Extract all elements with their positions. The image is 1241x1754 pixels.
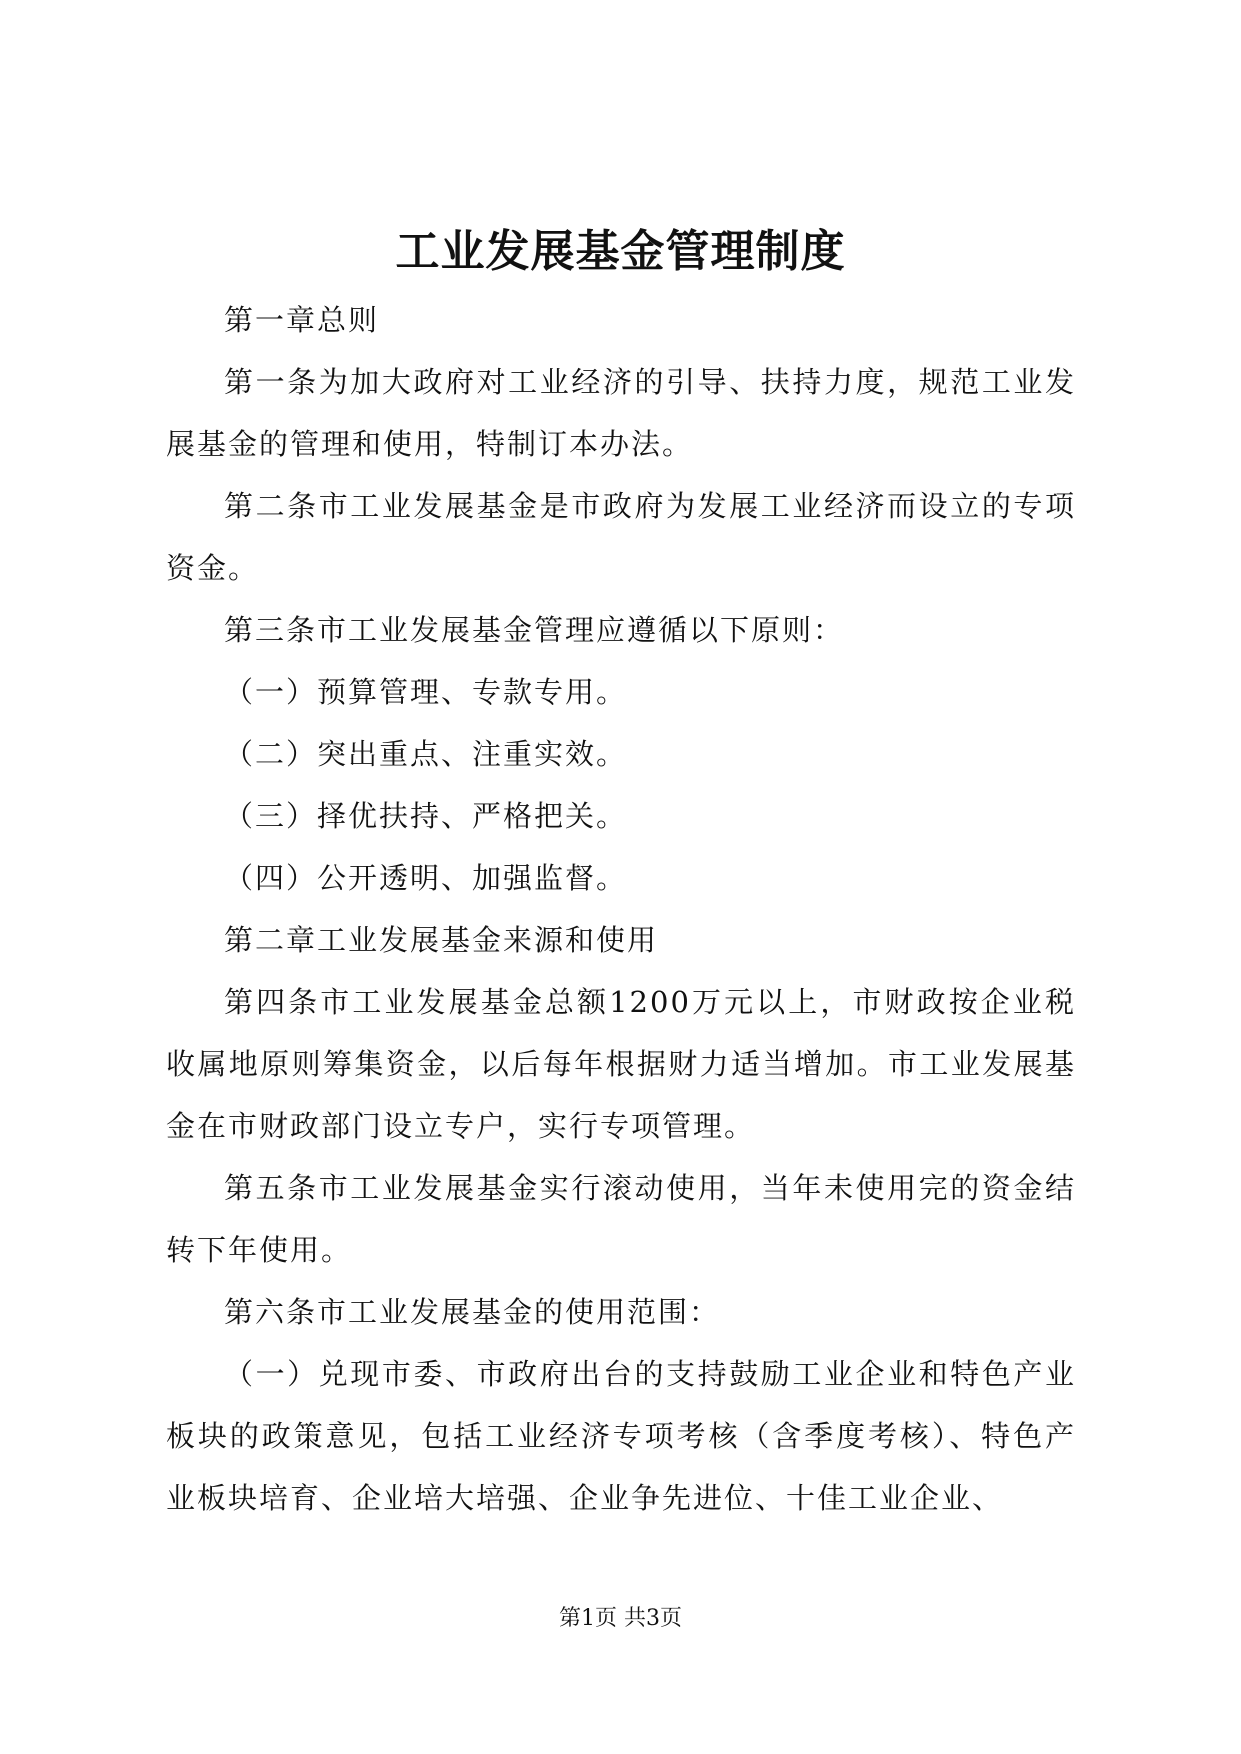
- chapter-heading: 第一章总则: [224, 303, 380, 337]
- article-paragraph: 第一条为加大政府对工业经济的引导、扶持力度，规范工业发展基金的管理和使用，特制订本办法。: [166, 365, 1076, 461]
- list-item: （一）预算管理、专款专用。: [224, 675, 628, 709]
- list-item: （四）公开透明、加强监督。: [224, 861, 628, 895]
- page-number-footer: 第1页 共3页: [559, 1606, 682, 1631]
- list-item: （一）兑现市委、市政府出台的支持鼓励工业企业和特色产业板块的政策意见，包括工业经济专项考核（含季度考核）、特色产业板块培育、企业培大培强、企业争先进位、十佳工业企业、: [166, 1357, 1076, 1515]
- list-item: （二）突出重点、注重实效。: [224, 737, 628, 771]
- chapter-heading: 第二章工业发展基金来源和使用: [224, 923, 659, 957]
- document-body: [166, 289, 1076, 1529]
- article-paragraph: 第五条市工业发展基金实行滚动使用，当年未使用完的资金结转下年使用。: [166, 1171, 1076, 1267]
- article-paragraph: 第三条市工业发展基金管理应遵循以下原则：: [224, 613, 845, 647]
- article-paragraph: 第六条市工业发展基金的使用范围：: [224, 1295, 721, 1329]
- article-paragraph: 第四条市工业发展基金总额1200万元以上，市财政按企业税收属地原则筹集资金，以后每年根据财力适当增加。市工业发展基金在市财政部门设立专户，实行专项管理。: [166, 985, 1076, 1143]
- document-title: 工业发展基金管理制度: [395, 226, 846, 277]
- article-paragraph: 第二条市工业发展基金是市政府为发展工业经济而设立的专项资金。: [166, 489, 1076, 585]
- list-item: （三）择优扶持、严格把关。: [224, 799, 628, 833]
